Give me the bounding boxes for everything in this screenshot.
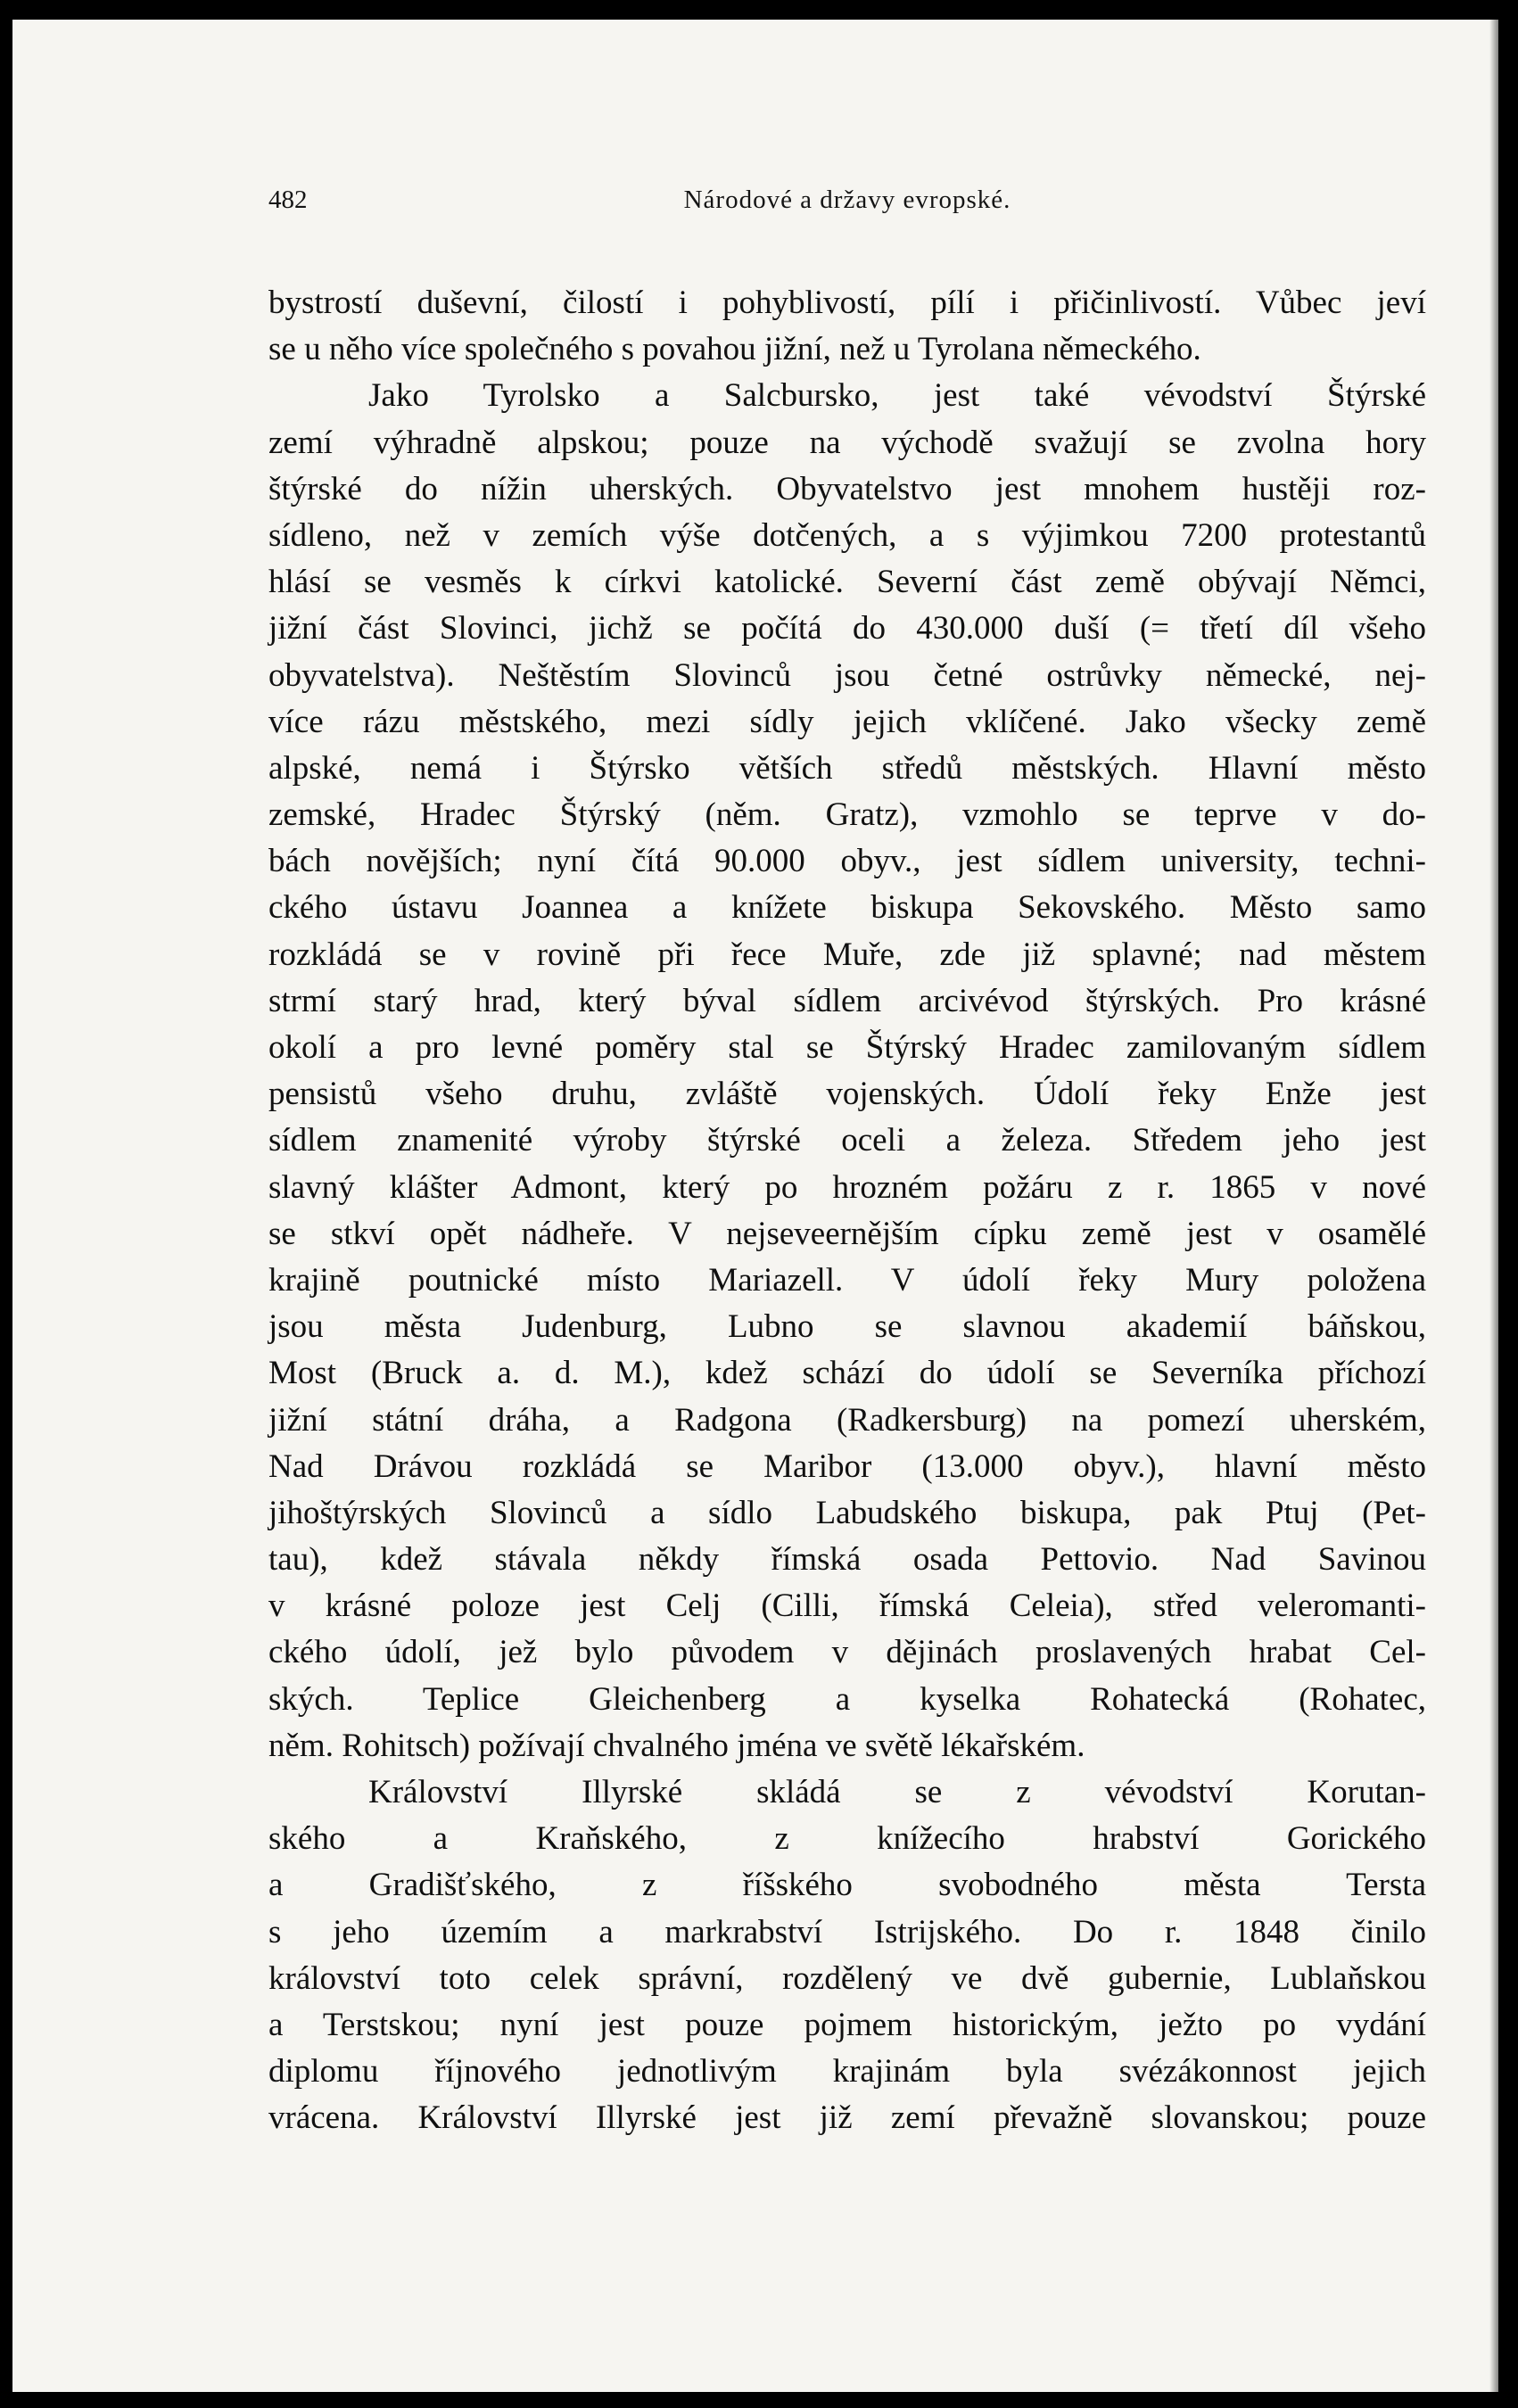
page-edge-shadow <box>1489 20 1498 2392</box>
text-line: Jako Tyrolsko a Salcbursko, jest také vévodství Štýrské <box>368 377 1426 415</box>
text-line: ckého údolí, jež bylo původem v dějinách proslavených hrabat Cel- <box>268 1634 1426 1671</box>
text-line: rozkládá se v rovině při řece Muře, zde již splavné; nad městem <box>268 936 1426 973</box>
text-line: krajině poutnické místo Mariazell. V údolí řeky Mury položena <box>268 1261 1426 1299</box>
text-line: Nad Drávou rozkládá se Maribor (13.000 obyv.), hlavní město <box>268 1447 1426 1485</box>
text-line: jsou města Judenburg, Lubno se slavnou akademií báňskou, <box>268 1308 1426 1346</box>
text-line: alpské, nemá i Štýrsko větších středů městských. Hlavní město <box>268 749 1426 787</box>
paragraph <box>268 1769 1426 2142</box>
text-line: zemské, Hradec Štýrský (něm. Gratz), vzmohlo se teprve v do- <box>268 796 1426 834</box>
page-number: 482 <box>268 186 308 214</box>
text-line: s jeho územím a markrabství Istrijského. Do r. 1848 činilo <box>268 1913 1426 1950</box>
text-line: ského a Kraňského, z knížecího hrabství Gorického <box>268 1820 1426 1858</box>
page-header <box>268 186 1426 221</box>
text-line: něm. Rohitsch) požívají chvalného jména ve světě lékařském. <box>268 1727 1085 1764</box>
text-line: vrácena. Království Illyrské jest již zemí převažně slovanskou; pouze <box>268 2099 1426 2137</box>
text-line: Království Illyrské skládá se z vévodství Korutan- <box>368 1774 1426 1810</box>
text-line: štýrské do nížin uherských. Obyvatelstvo jest mnohem hustěji roz- <box>268 470 1426 507</box>
text-line: obyvatelstva). Neštěstím Slovinců jsou četné ostrůvky německé, nej- <box>268 656 1426 694</box>
text-line: sídleno, než v zemích výše dotčených, a s výjimkou 7200 protestantů <box>268 516 1426 554</box>
text-line: se stkví opět nádheře. V nejseveernějším cípku země jest v osamělé <box>268 1215 1426 1252</box>
text-line: a Gradišťského, z říšského svobodného města Tersta <box>268 1867 1426 1904</box>
text-line: v krásné poloze jest Celj (Cilli, římská Celeia), střed veleromanti- <box>268 1587 1426 1625</box>
text-line: jihoštýrských Slovinců a sídlo Labudského biskupa, pak Ptuj (Pet- <box>268 1494 1426 1531</box>
paragraph <box>268 280 1426 373</box>
text-line: strmí starý hrad, který býval sídlem arcivévod štýrských. Pro krásné <box>268 982 1426 1019</box>
book-page <box>12 20 1498 2392</box>
text-line: slavný klášter Admont, který po hrozném požáru z r. 1865 v nové <box>268 1168 1426 1206</box>
text-line: hlásí se vesměs k církvi katolické. Severní část země obývají Němci, <box>268 564 1426 601</box>
text-line: sídlem znamenité výroby štýrské oceli a železa. Středem jeho jest <box>268 1122 1426 1159</box>
text-line: více rázu městského, mezi sídly jejich vklíčené. Jako všecky země <box>268 703 1426 740</box>
text-line: bystrostí duševní, čilostí i pohyblivostí, pílí i přičinlivostí. Vůbec jeví <box>268 285 1426 321</box>
text-line: se u něho více společného s povahou jižní, než u Tyrolana německého. <box>268 331 1201 368</box>
text-line: diplomu říjnového jednotlivým krajinám byla svézákonnost jejich <box>268 2053 1426 2091</box>
text-line: bách novějších; nyní čítá 90.000 obyv., jest sídlem university, techni- <box>268 843 1426 880</box>
text-line: okolí a pro levné poměry stal se Štýrský Hradec zamilovaným sídlem <box>268 1029 1426 1066</box>
text-line: ských. Teplice Gleichenberg a kyselka Rohatecká (Rohatec, <box>268 1680 1426 1718</box>
text-line: jižní státní dráha, a Radgona (Radkersburg) na pomezí uherském, <box>268 1401 1426 1439</box>
running-title: Národové a državy evropské. <box>683 186 1011 214</box>
text-line: království toto celek správní, rozdělený ve dvě gubernie, Lublaňskou <box>268 1959 1426 1997</box>
paragraph <box>268 373 1426 1769</box>
text-line: a Terstskou; nyní jest pouze pojmem historickým, ježto po vydání <box>268 2006 1426 2043</box>
body-text <box>268 280 1426 2142</box>
text-line: ckého ústavu Joannea a knížete biskupa Sekovského. Město samo <box>268 889 1426 927</box>
text-line: jižní část Slovinci, jichž se počítá do 430.000 duší (= třetí díl všeho <box>268 610 1426 647</box>
text-line: Most (Bruck a. d. M.), kdež schází do údolí se Severníka příchozí <box>268 1355 1426 1392</box>
text-line: tau), kdež stávala někdy římská osada Pettovio. Nad Savinou <box>268 1541 1426 1579</box>
text-line: zemí výhradně alpskou; pouze na východě svažují se zvolna hory <box>268 424 1426 461</box>
text-line: pensistů všeho druhu, zvláště vojenských. Údolí řeky Enže jest <box>268 1076 1426 1113</box>
